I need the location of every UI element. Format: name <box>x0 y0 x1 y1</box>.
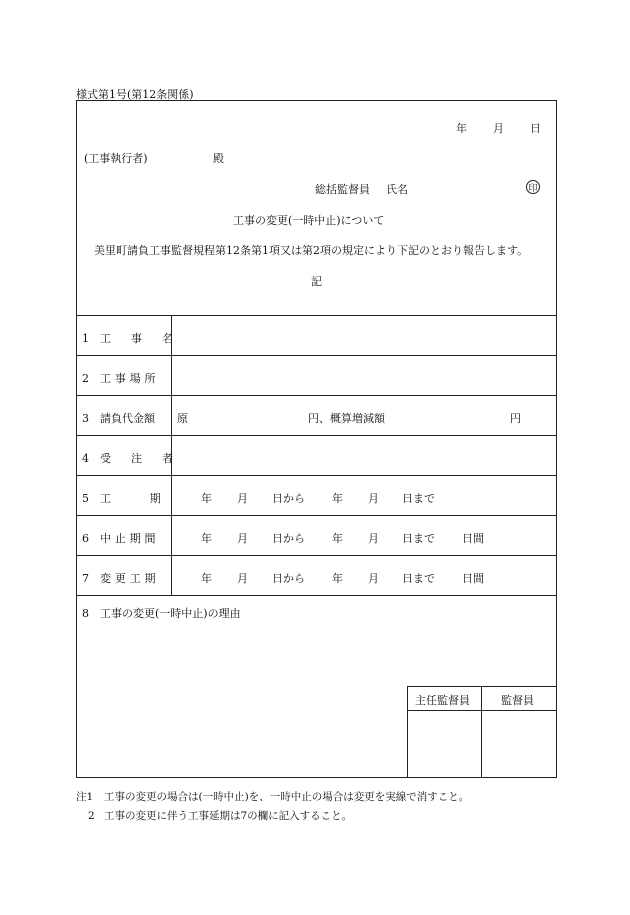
chief-supervisor-header: 主任監督員 <box>415 694 470 707</box>
divider <box>76 395 557 396</box>
row-changed-period: 7 変更工期 <box>82 572 160 585</box>
divider <box>76 435 557 436</box>
start-day-from: 日から <box>272 532 305 545</box>
report-form <box>76 100 557 778</box>
row-construction-period: 5 工 期 <box>82 492 179 505</box>
row-contractor: 4 受 注 者 <box>82 452 182 465</box>
supervisor-role: 総括監督員 <box>315 183 370 196</box>
end-year: 年 <box>332 492 343 505</box>
supervisor-header: 監督員 <box>501 694 534 707</box>
day-label: 日 <box>530 122 541 135</box>
days-label: 日間 <box>462 572 484 585</box>
row-construction-name: 1 工 事 名 <box>82 332 182 345</box>
divider <box>76 315 557 316</box>
original-label: 原 <box>177 412 188 425</box>
end-day-to: 日まで <box>402 492 435 505</box>
end-day-to: 日まで <box>402 572 435 585</box>
end-day-to: 日まで <box>402 532 435 545</box>
executor-label: (工事執行者) <box>84 152 148 165</box>
note-1: 注1 工事の変更の場合は(一時中止)を、一時中止の場合は変更を実線で消すこと。 <box>76 791 470 803</box>
start-day-from: 日から <box>272 572 305 585</box>
honorific: 殿 <box>213 152 224 165</box>
form-number: 様式第1号(第12条関係) <box>76 88 194 101</box>
start-year: 年 <box>201 492 212 505</box>
name-label: 氏名 <box>386 183 408 196</box>
divider <box>76 475 557 476</box>
row-suspension-period: 6 中止期間 <box>82 532 160 545</box>
approval-box-left <box>407 686 408 778</box>
divider <box>76 515 557 516</box>
row-reason: 8 工事の変更(一時中止)の理由 <box>82 607 241 620</box>
start-year: 年 <box>201 572 212 585</box>
start-month: 月 <box>237 572 248 585</box>
end-month: 月 <box>368 572 379 585</box>
year-label: 年 <box>456 122 467 135</box>
end-year: 年 <box>332 532 343 545</box>
approval-box-middle <box>481 686 482 778</box>
subject: 工事の変更(一時中止)について <box>233 214 385 227</box>
approval-box-top <box>407 686 557 687</box>
start-month: 月 <box>237 492 248 505</box>
divider <box>76 555 557 556</box>
approval-box-header-line <box>407 710 557 711</box>
end-month: 月 <box>368 532 379 545</box>
body-text: 美里町請負工事監督規程第12条第1項又は第2項の規定により下記のとおり報告します。 <box>94 244 529 257</box>
yen-label: 円 <box>510 412 521 425</box>
seal-mark: 印 <box>526 180 540 194</box>
start-day-from: 日から <box>272 492 305 505</box>
ki-label: 記 <box>311 275 322 288</box>
end-month: 月 <box>368 492 379 505</box>
month-label: 月 <box>493 122 504 135</box>
row-construction-site: 2 工事場所 <box>82 372 160 385</box>
days-label: 日間 <box>462 532 484 545</box>
start-year: 年 <box>201 532 212 545</box>
end-year: 年 <box>332 572 343 585</box>
row-contract-amount: 3 請負代金額 <box>82 412 155 425</box>
divider <box>76 595 557 596</box>
divider <box>76 355 557 356</box>
start-month: 月 <box>237 532 248 545</box>
note-2: 2 工事の変更に伴う工事延期は7の欄に記入すること。 <box>88 810 353 822</box>
yen-and-adjustment-label: 円、概算増減額 <box>308 412 385 425</box>
